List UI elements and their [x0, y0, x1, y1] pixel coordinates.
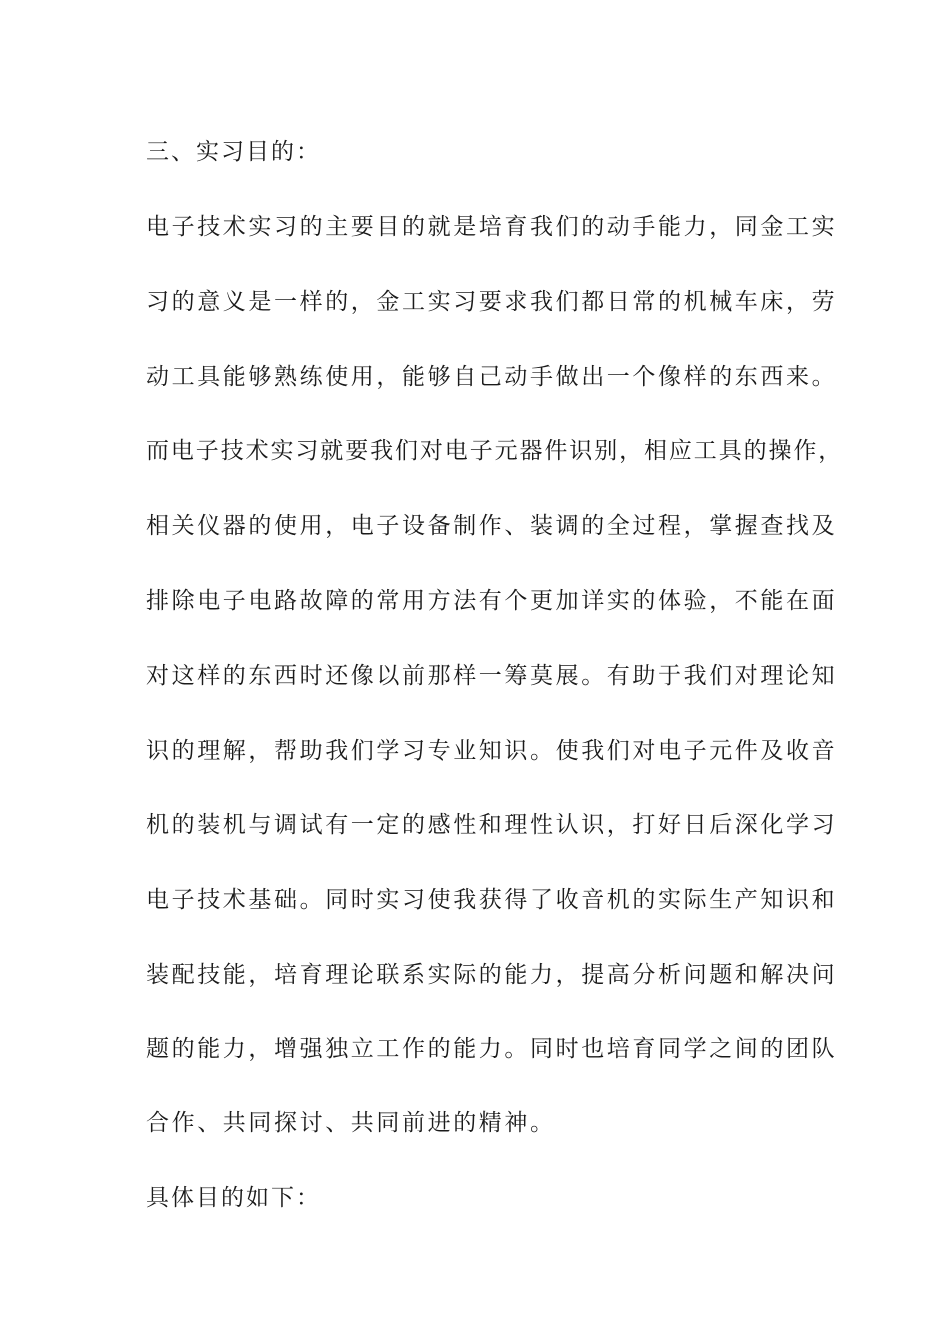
paragraph-line: 题的能力，增强独立工作的能力。同时也培育同学之间的团队: [146, 1036, 838, 1062]
paragraph-line: 排除电子电路故障的常用方法有个更加详实的体验，不能在面: [146, 588, 838, 614]
paragraph-line: 机的装机与调试有一定的感性和理性认识，打好日后深化学习: [146, 812, 838, 838]
paragraph-line: 习的意义是一样的，金工实习要求我们都日常的机械车床，劳: [146, 289, 838, 315]
paragraph-line: 装配技能，培育理论联系实际的能力，提高分析问题和解决问: [146, 962, 838, 988]
paragraph-line: 合作、共同探讨、共同前进的精神。: [146, 1110, 556, 1136]
paragraph-line: 动工具能够熟练使用，能够自己动手做出一个像样的东西来。: [146, 364, 838, 390]
paragraph-line: 对这样的东西时还像以前那样一筹莫展。有助于我们对理论知: [146, 663, 838, 689]
subheading: 具体目的如下：: [146, 1185, 321, 1211]
paragraph-line: 相关仪器的使用，电子设备制作、装调的全过程，掌握查找及: [146, 513, 838, 539]
paragraph-line: 识的理解，帮助我们学习专业知识。使我们对电子元件及收音: [146, 738, 838, 764]
paragraph-line: 而电子技术实习就要我们对电子元器件识别，相应工具的操作，: [146, 438, 844, 464]
section-heading: 三、实习目的：: [146, 139, 321, 165]
paragraph-line: 电子技术基础。同时实习使我获得了收音机的实际生产知识和: [146, 887, 838, 913]
paragraph-line: 电子技术实习的主要目的就是培育我们的动手能力，同金工实: [146, 214, 838, 240]
